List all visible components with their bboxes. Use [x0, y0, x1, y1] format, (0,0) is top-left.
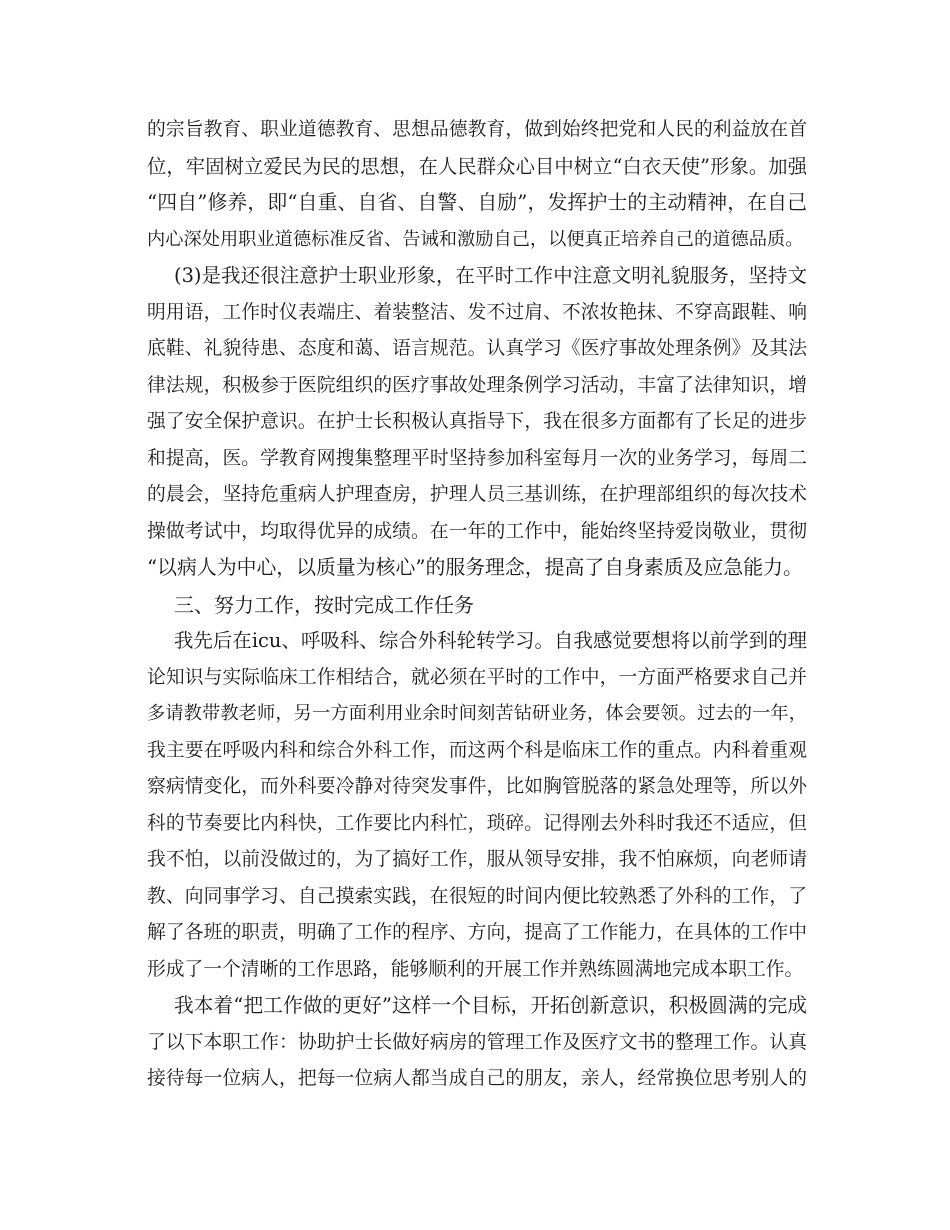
text-line: 底鞋、礼貌待患、态度和蔼、语言规范。认真学习《医疗事故处理条例》及其法 [147, 338, 807, 359]
text-line: 我主要在呼吸内科和综合外科工作，而这两个科是临床工作的重点。内科着重观 [147, 739, 807, 761]
text-line: 论知识与实际临床工作相结合，就必须在平时的工作中，一方面严格要求自己并 [147, 666, 807, 688]
text-line: 律法规，积极参于医院组织的医疗事故处理条例学习活动，丰富了法律知识，增 [147, 374, 807, 396]
text-line: 明用语，工作时仪表端庄、着装整洁、发不过肩、不浓妆艳抹、不穿高跟鞋、响 [147, 301, 807, 323]
text-line: 解了各班的职责，明确了工作的程序、方向，提高了工作能力，在具体的工作中 [147, 922, 807, 943]
text-line: 我不怕，以前没做过的，为了搞好工作，服从领导安排，我不怕麻烦，向老师请 [147, 849, 807, 870]
text-line: 和提高，医。学教育网搜集整理平时坚持参加科室每月一次的业务学习，每周二 [147, 447, 807, 469]
text-line: 教、向同事学习、自己摸索实践，在很短的时间内便比较熟悉了外科的工作，了 [147, 885, 807, 907]
text-line: 的晨会，坚持危重病人护理查房，护理人员三基训练，在护理部组织的每次技术 [147, 484, 807, 505]
text-line: 的宗旨教育、职业道德教育、思想品德教育，做到始终把党和人民的利益放在首 [147, 119, 807, 140]
text-line: 形成了一个清晰的工作思路，能够顺利的开展工作并熟练圆满地完成本职工作。 [147, 958, 804, 980]
text-line: 科的节奏要比内科快，工作要比内科忙，琐碎。记得刚去外科时我还不适应，但 [147, 812, 807, 834]
text-line: 察病情变化，而外科要冷静对待突发事件，比如胸管脱落的紧急处理等，所以外 [147, 776, 807, 797]
text-line: 强了安全保护意识。在护士长积极认真指导下，我在很多方面都有了长足的进步 [147, 411, 807, 432]
paragraph-start-line: (3)是我还很注意护士职业形象，在平时工作中注意文明礼貌服务，坚持文 [174, 264, 807, 287]
document-body [147, 112, 807, 1098]
text-line: 接待每一位病人，把每一位病人都当成自己的朋友，亲人，经常换位思考别人的 [147, 1068, 807, 1089]
section-heading: 三、努力工作，按时完成工作任务 [174, 592, 474, 617]
text-line: “四自”修养，即“自重、自省、自警、自励”，发挥护士的主动精神，在自己 [147, 191, 807, 214]
text-line: “以病人为中心，以质量为核心”的服务理念，提高了自身素质及应急能力。 [147, 556, 803, 579]
text-line: 内心深处用职业道德标准反省、告诫和激励自己，以便真正培养自己的道德品质。 [147, 228, 804, 250]
paragraph-start-line: 我本着“把工作做的更好”这样一个目标，开拓创新意识，积极圆满的完成 [174, 994, 807, 1017]
text-line: 了以下本职工作：协助护士长做好病房的管理工作及医疗文书的整理工作。认真 [147, 1031, 807, 1053]
text-line: 操做考试中，均取得优异的成绩。在一年的工作中，能始终坚持爱岗敬业，贯彻 [147, 520, 807, 542]
text-line: 位，牢固树立爱民为民的思想，在人民群众心目中树立“白衣天使”形象。加强 [147, 154, 807, 178]
paragraph-start-line: 我先后在icu、呼吸科、综合外科轮转学习。自我感觉要想将以前学到的理 [174, 629, 807, 652]
text-line: 多请教带教老师，另一方面利用业余时间刻苦钻研业务，体会要领。过去的一年， [147, 703, 807, 724]
